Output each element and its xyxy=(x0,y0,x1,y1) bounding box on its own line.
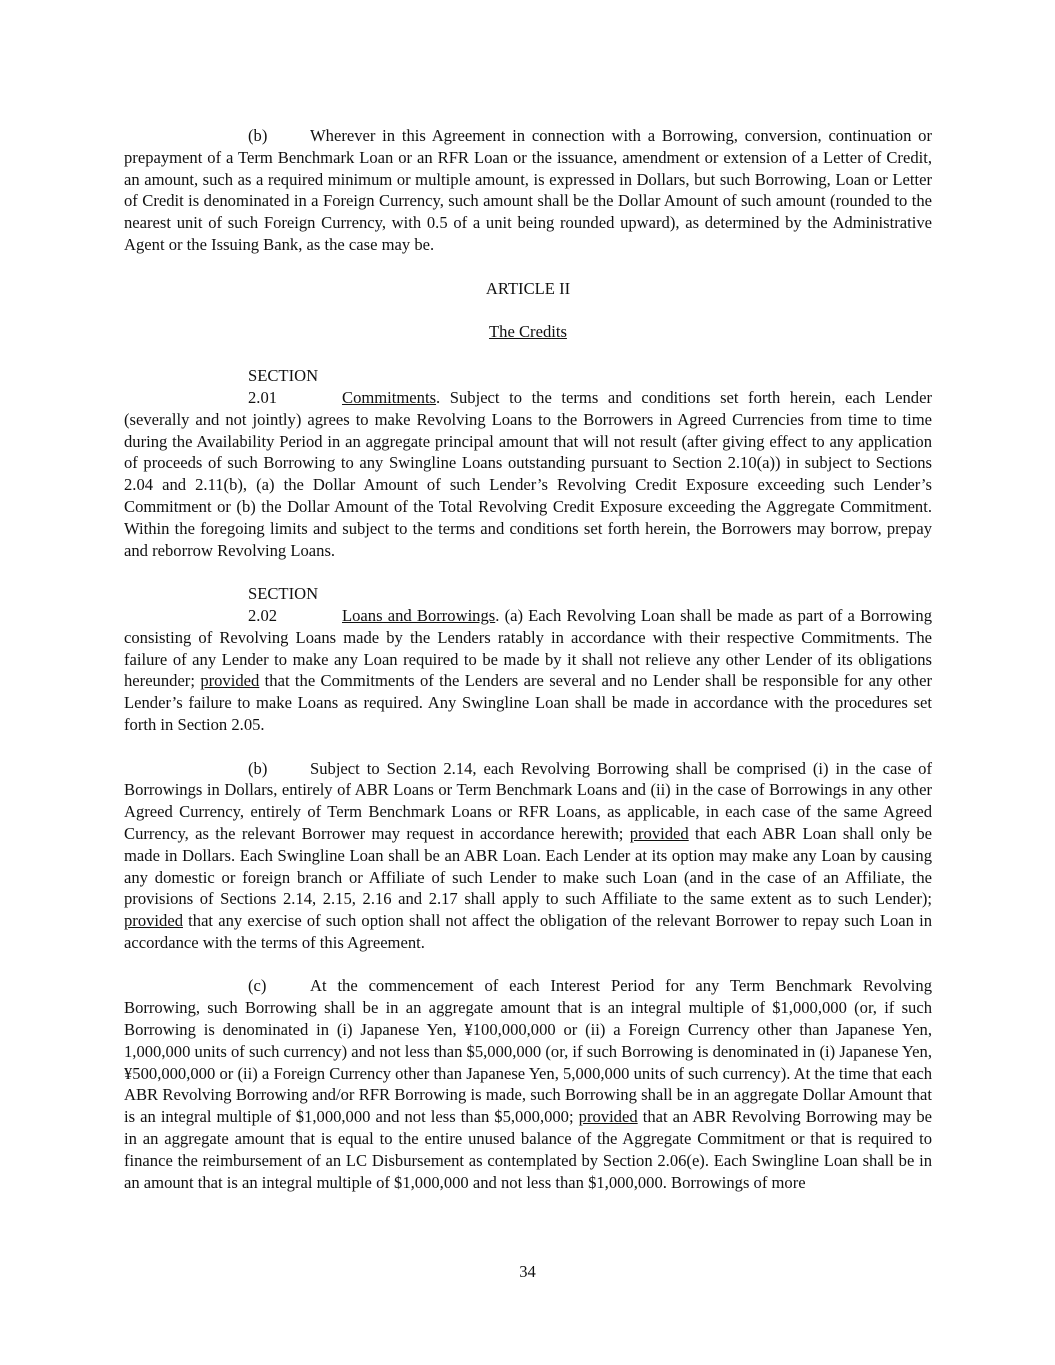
paragraph-text: that any exercise of such option shall not affect the obligation of the relevant Borrower to repay such Loan in accordance with the terms of this Agreement. xyxy=(124,911,932,952)
provided-term: provided xyxy=(200,671,260,691)
provided-term: provided xyxy=(124,911,183,931)
section-title: Commitments xyxy=(342,387,437,407)
section-text: that the Commitments of the Lenders are several and no Lender shall be responsible for any other Lender’s failure to make Loans as required. Any Swingline Loan shall be made in accordance with the procedures set forth in Section 2.05. xyxy=(124,671,932,734)
paragraph-text: that an ABR Revolving Borrowing may be in an aggregate amount that is equal to the entire unused balance of the Aggregate Commitment or that is required to finance the reimbursement of an LC Disbursement as contemplated by Section 2.06(e). Each Swingline Loan shall be in an amount that is an integral multiple of $1,000,000 and not less than $1,000,000. Borrowings of more xyxy=(124,1107,933,1192)
section-2-02 xyxy=(124,583,932,736)
paragraph-b-rounding xyxy=(124,125,932,256)
provided-term: provided xyxy=(629,823,689,843)
paragraph-label: (c) xyxy=(248,976,267,996)
section-title: Loans and Borrowings xyxy=(342,605,496,625)
document-page xyxy=(124,125,932,1193)
page-number: 34 xyxy=(519,1262,536,1281)
section-text: . (a) Each Revolving Loan shall be made as part of a Borrowing consisting of Revolving Loans made by the Lenders ratably in accordance with their respective Commitments. The failure of any Lender to make any Loan required to be made by it shall not relieve any other Lender of its obligations hereunder; xyxy=(124,605,932,691)
paragraph-text: Subject to Section 2.14, each Revolving Borrowing shall be comprised (i) in the case of Borrowings in Dollars, entirely of ABR Loans or Term Benchmark Loans and (ii) in the case of Borrowings in any other Agreed Currency, entirely of Term Benchmark Loans or RFR Loans, as applicable, in each case of the same Agreed Currency, as the relevant Borrower may request in accordance herewith; xyxy=(124,758,932,843)
section-text: . Subject to the terms and conditions set forth herein, each Lender (severally and not jointly) agrees to make Revolving Loans to the Borrowers in Agreed Currencies from time to time during the Availability Period in an aggregate principal amount that will not result (after giving effect to any application of proceeds of such Borrowing to any Swingline Loans outstanding pursuant to Section 2.10(a)) in subject to Sections 2.04 and 2.11(b), (a) the Dollar Amount of such Lender’s Revolving Credit Exposure exceeding such Lender’s Commitment or (b) the Dollar Amount of the Total Revolving Credit Exposure exceeding the Aggregate Commitment. Within the foregoing limits and subject to the terms and conditions set forth herein, the Borrowers may borrow, prepay and reborrow Revolving Loans. xyxy=(124,387,932,560)
article-heading: ARTICLE II xyxy=(485,278,571,298)
paragraph-text: that each ABR Loan shall only be made in Dollars. Each Swingline Loan shall be an ABR Loan. Each Lender at its option may make any Loan by causing any domestic or foreign branch or Affiliate of such Lender to make such Loan (and in the case of an Affiliate, the provisions of Sections 2.14, 2.15, 2.16 and 2.17 shall apply to such Affiliate to the same extent as to such Lender); xyxy=(124,823,932,909)
paragraph-c xyxy=(124,975,932,1193)
paragraph-text: Wherever in this Agreement in connection with a Borrowing, conversion, continuation or prepayment of a Term Benchmark Loan or an RFR Loan or the issuance, amendment or extension of a Letter of Credit, an amount, such as a required minimum or multiple amount, is expressed in Dollars, but such Borrowing, Loan or Letter of Credit is denominated in a Foreign Currency, such amount shall be the Dollar Amount of such amount (rounded to the nearest unit of such Foreign Currency, with 0.5 of a unit being rounded upward), as determined by the Administrative Agent or the Issuing Bank, as the case may be. xyxy=(124,126,932,254)
section-number: SECTION 2.02 xyxy=(248,584,319,625)
paragraph-b-borrowings xyxy=(124,758,932,954)
section-2-01 xyxy=(124,365,932,561)
section-number: SECTION 2.01 xyxy=(248,366,319,407)
article-subheading-text: The Credits xyxy=(489,322,567,342)
provided-term: provided xyxy=(578,1107,638,1127)
paragraph-text: At the commencement of each Interest Period for any Term Benchmark Revolving Borrowing, such Borrowing shall be in an aggregate amount that is an integral multiple of $1,000,000 (or, if such Borrowing is denominated in (i) Japanese Yen, ¥100,000,000 or (ii) a Foreign Currency other than Japanese Yen, 1,000,000 units of such currency) and not less than $5,000,000 (or, if such Borrowing is denominated in (i) Japanese Yen, ¥500,000,000 or (ii) a Foreign Currency other than Japanese Yen, 5,000,000 units of such currency). At the time that each ABR Revolving Borrowing and/or RFR Borrowing is made, such Borrowing shall be in an aggregate Dollar Amount that is an integral multiple of $1,000,000 and not less than $5,000,000; xyxy=(124,976,932,1127)
paragraph-label: (b) xyxy=(248,126,268,145)
paragraph-label: (b) xyxy=(248,758,268,778)
article-subheading xyxy=(124,321,932,343)
